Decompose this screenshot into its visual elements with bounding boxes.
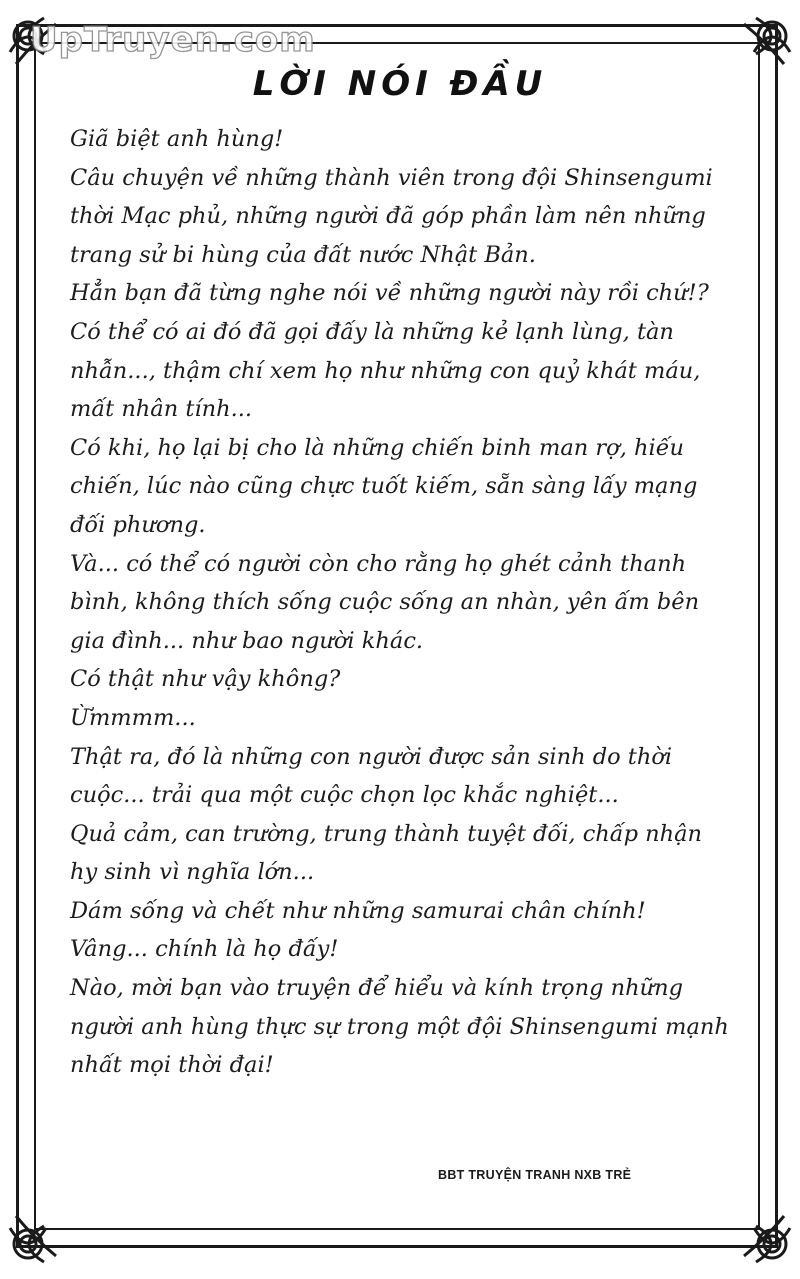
text-line: nhẫn..., thậm chí xem họ như những con quỷ khát máu, (70, 357, 701, 384)
preface-body (70, 120, 750, 1085)
text-line: Quả cảm, can trường, trung thành tuyệt đối, chấp nhận (70, 820, 703, 847)
text-line: trang sử bi hùng của đất nước Nhật Bản. (70, 241, 536, 268)
text-line: Có thể có ai đó đã gọi đấy là những kẻ lạnh lùng, tàn (70, 318, 674, 345)
text-line: đối phương. (70, 511, 206, 538)
text-line: chiến, lúc nào cũng chực tuốt kiếm, sẵn sàng lấy mạng (70, 473, 698, 500)
text-line: Có thật như vậy không? (70, 666, 341, 693)
text-line: thời Mạc phủ, những người đã góp phần làm nên những (70, 203, 706, 230)
text-line: cuộc... trải qua một cuộc chọn lọc khắc nghiệt... (70, 782, 619, 809)
text-line: hy sinh vì nghĩa lớn... (70, 859, 315, 886)
text-line: Câu chuyện về những thành viên trong đội Shinsengumi (70, 164, 713, 191)
celtic-knot-corner-bottom-right-icon (732, 1204, 796, 1268)
celtic-knot-corner-bottom-left-icon (4, 1204, 68, 1268)
text-line: bình, không thích sống cuộc sống an nhàn, yên ấm bên (70, 589, 700, 616)
text-line: gia đình... như bao người khác. (70, 627, 424, 654)
text-line: Giã biệt anh hùng! (70, 126, 284, 152)
text-line: Ừmmmm... (70, 704, 196, 731)
text-line: Thật ra, đó là những con người được sản sinh do thời (70, 743, 673, 770)
text-line: người anh hùng thực sự trong một đội Shinsengumi mạnh (70, 1013, 729, 1040)
page-title: LỜI NÓI ĐẦU (252, 64, 548, 104)
text-line: Hẳn bạn đã từng nghe nói về những người này rồi chứ!? (70, 280, 709, 307)
text-line: Dám sống và chết như những samurai chân chính! (70, 897, 646, 924)
text-line: mất nhân tính... (70, 396, 253, 423)
text-line: Vâng... chính là họ đấy! (70, 936, 339, 963)
text-line: Và... có thể có người còn cho rằng họ ghét cảnh thanh (70, 550, 687, 577)
site-watermark: UpTruyen.com (30, 20, 316, 60)
text-line: nhất mọi thời đại! (70, 1052, 274, 1079)
text-line: Nào, mời bạn vào truyện để hiểu và kính trọng những (70, 975, 683, 1002)
signature: BBT TRUYỆN TRANH NXB TRẺ (438, 1168, 632, 1182)
text-line: Có khi, họ lại bị cho là những chiến binh man rợ, hiếu (70, 434, 685, 461)
